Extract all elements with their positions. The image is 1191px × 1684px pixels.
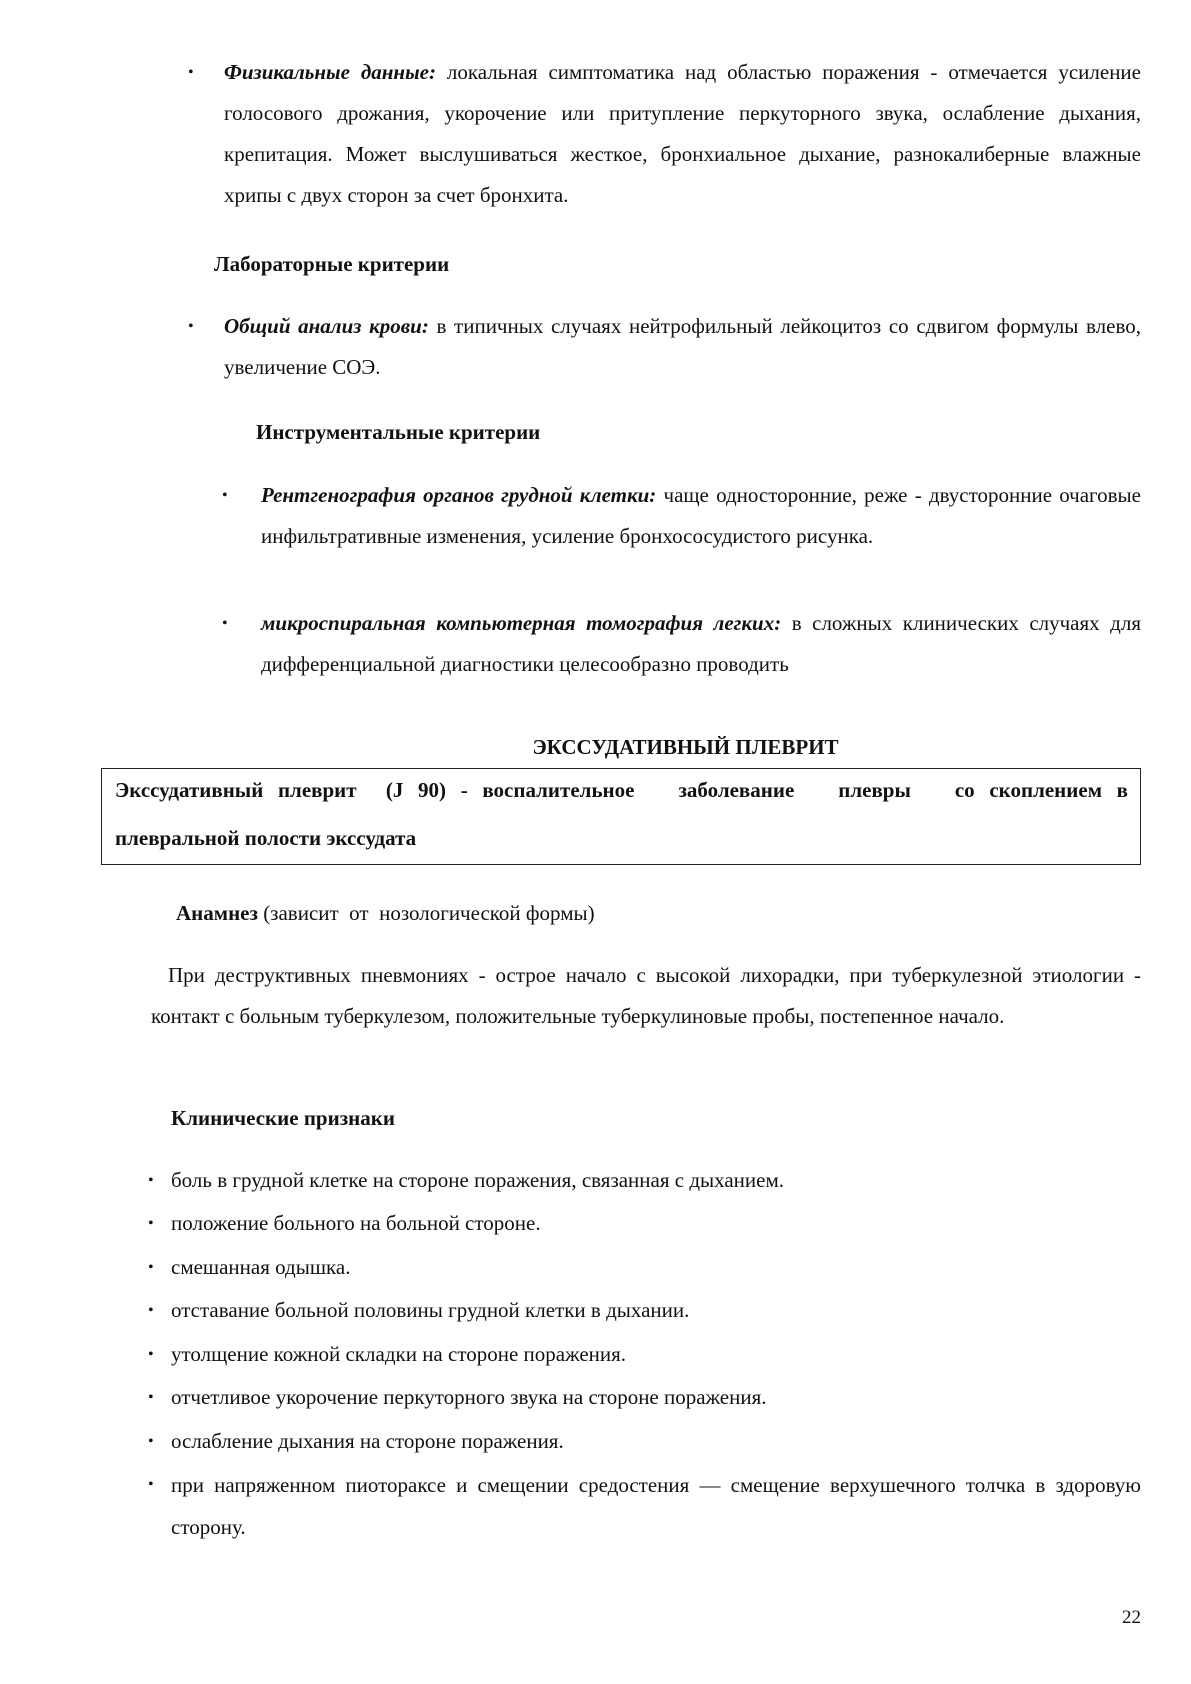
xray-label: Рентгенография органов грудной клетки:	[261, 483, 657, 507]
definition-box	[101, 768, 1141, 865]
anamnesis-line	[176, 893, 595, 934]
bullet: •	[222, 487, 228, 504]
blood-test-paragraph	[224, 306, 1141, 388]
definition-line-1: Экссудативный плеврит (J 90) - воспалительное заболевание плевры со скоплением в	[115, 778, 1128, 802]
xray-paragraph	[261, 475, 1141, 557]
xray-text: чаще односторонние, реже - двусторонние очаговые инфильтративные изменения, усиление бронхососудистого рисунка.	[261, 483, 1141, 548]
bullet: •	[222, 615, 228, 632]
anamnesis-note: (зависит от нозологической формы)	[257, 901, 595, 925]
anamnesis-label: Анамнез	[176, 901, 258, 925]
physical-findings-text: локальная симптоматика над областью поражения - отмечается усиление голосового дрожания, укорочение или притупление перкуторного звука, ослабление дыхания, крепитация. Может выслушиваться жесткое, бронхиальное дыхание, разнокалиберные влажные хрипы с двух сторон за счет бронхита.	[224, 60, 1141, 207]
blood-test-text: в типичных случаях нейтрофильный лейкоцитоз со сдвигом формулы влево, увеличение СОЭ.	[224, 314, 1141, 379]
list-item-last: при напряженном пиотораксе и смещении средостения — смещение верхушечного толчка в здоровую сторону.	[171, 1473, 1141, 1539]
physical-findings-label: Физикальные данные:	[224, 60, 436, 84]
page-number: 22	[1122, 1607, 1141, 1628]
clinical-signs-heading: Клинические признаки	[171, 1106, 395, 1130]
ct-paragraph	[261, 603, 1141, 685]
physical-findings-paragraph	[224, 52, 1141, 216]
definition-line-2: плевральной полости экссудата	[115, 826, 417, 850]
bullet: •	[188, 64, 194, 81]
ct-text: в сложных клинических случаях для дифференциальной диагностики целесообразно проводить	[261, 611, 1141, 676]
ct-label: микроспиральная компьютерная томография легких:	[261, 611, 782, 635]
lab-criteria-heading: Лабораторные критерии	[214, 252, 450, 276]
section-title: ЭКССУДАТИВНЫЙ ПЛЕВРИТ	[532, 735, 839, 759]
bullet: •	[148, 1476, 154, 1493]
instrumental-criteria-heading: Инструментальные критерии	[256, 420, 541, 444]
blood-test-label: Общий анализ крови:	[224, 314, 429, 338]
anamnesis-paragraph: При деструктивных пневмониях - острое начало с высокой лихорадки, при туберкулезной этиологии - контакт с больным туберкулезом, положительные туберкулиновые пробы, постепенное начало.	[151, 963, 1141, 1028]
bullet: •	[188, 318, 194, 335]
